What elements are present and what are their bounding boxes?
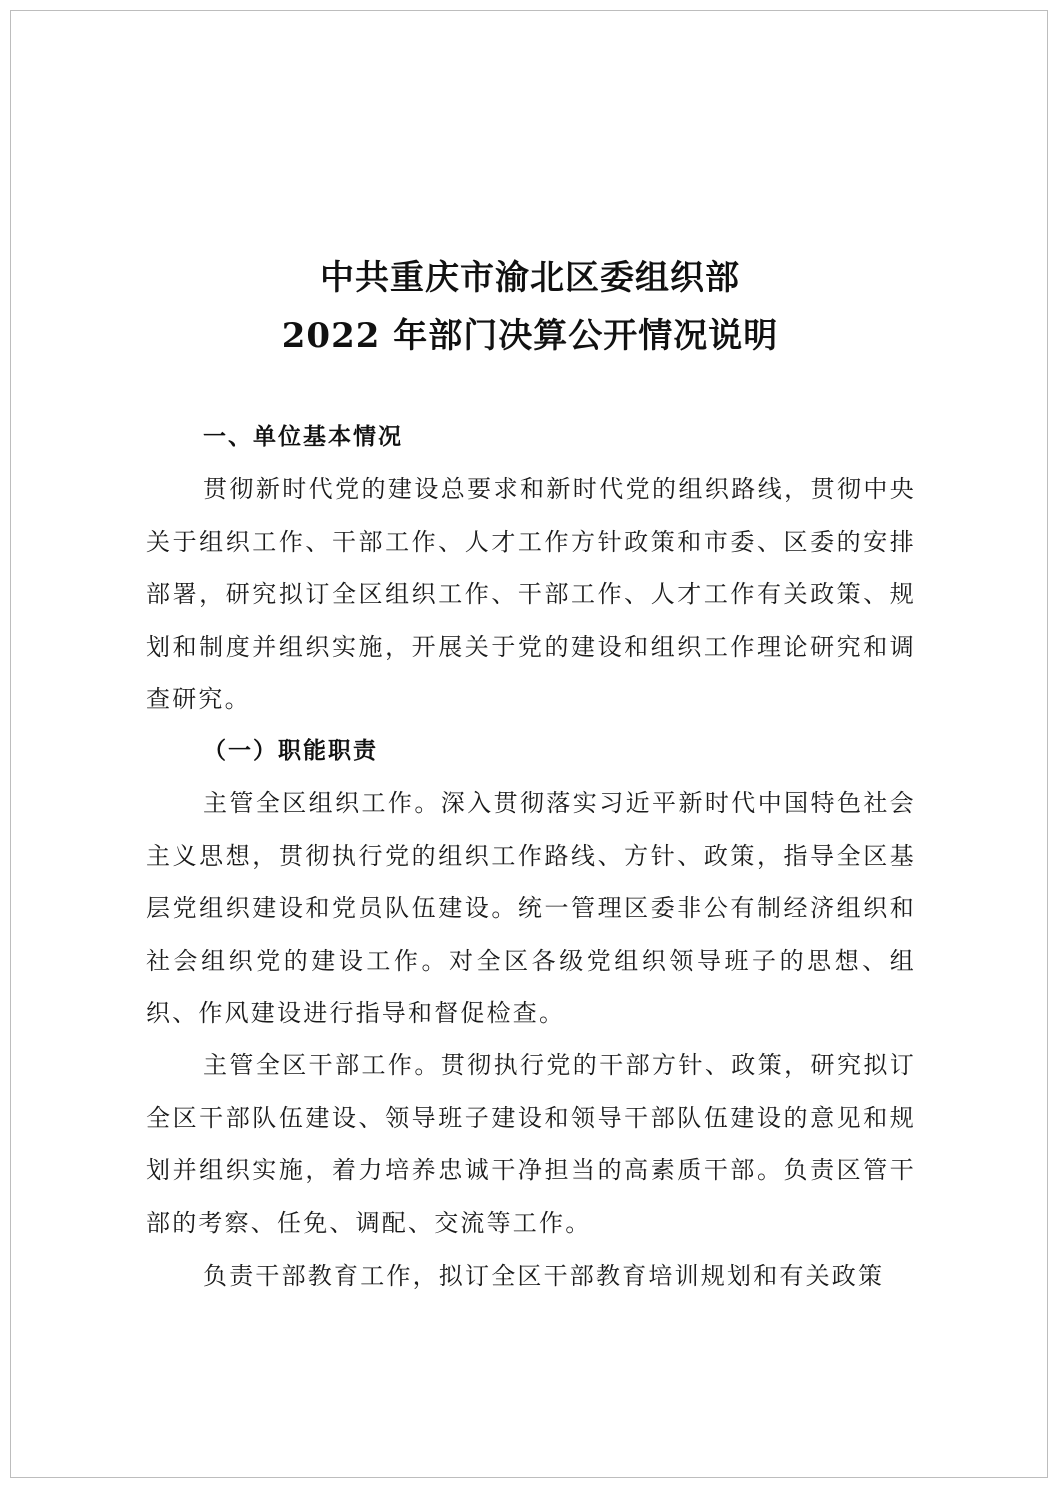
section-heading: 一、单位基本情况 [203,424,403,450]
duty-paragraph-education: 负责干部教育工作，拟订全区干部教育培训规划和有关政策 [203,1262,885,1290]
document-subtitle: 2022 年部门决算公开情况说明 [281,316,779,356]
subsection-heading: （一）职能职责 [203,738,378,764]
duty-paragraph-cadre: 主管全区干部工作。贯彻执行党的干部方针、政策，研究拟订全区干部队伍建设、领导班子建设和领导干部队伍建设的意见和规划并组织实施，着力培养忠诚干净担当的高素质干部。负责区管干部的考察、任免、调配、交流等工作。 [146,1051,916,1237]
document-title: 中共重庆市渝北区委组织部 [320,258,740,298]
duty-paragraph-organization: 主管全区组织工作。深入贯彻落实习近平新时代中国特色社会主义思想，贯彻执行党的组织工作路线、方针、政策，指导全区基层党组织建设和党员队伍建设。统一管理区委非公有制经济组织和社会组织党的建设工作。对全区各级党组织领导班子的思想、组织、作风建设进行指导和督促检查。 [146,789,916,1027]
section-paragraph: 贯彻新时代党的建设总要求和新时代党的组织路线，贯彻中央关于组织工作、干部工作、人才工作方针政策和市委、区委的安排部署，研究拟订全区组织工作、干部工作、人才工作有关政策、规划和制度并组织实施，开展关于党的建设和组织工作理论研究和调查研究。 [146,475,916,713]
